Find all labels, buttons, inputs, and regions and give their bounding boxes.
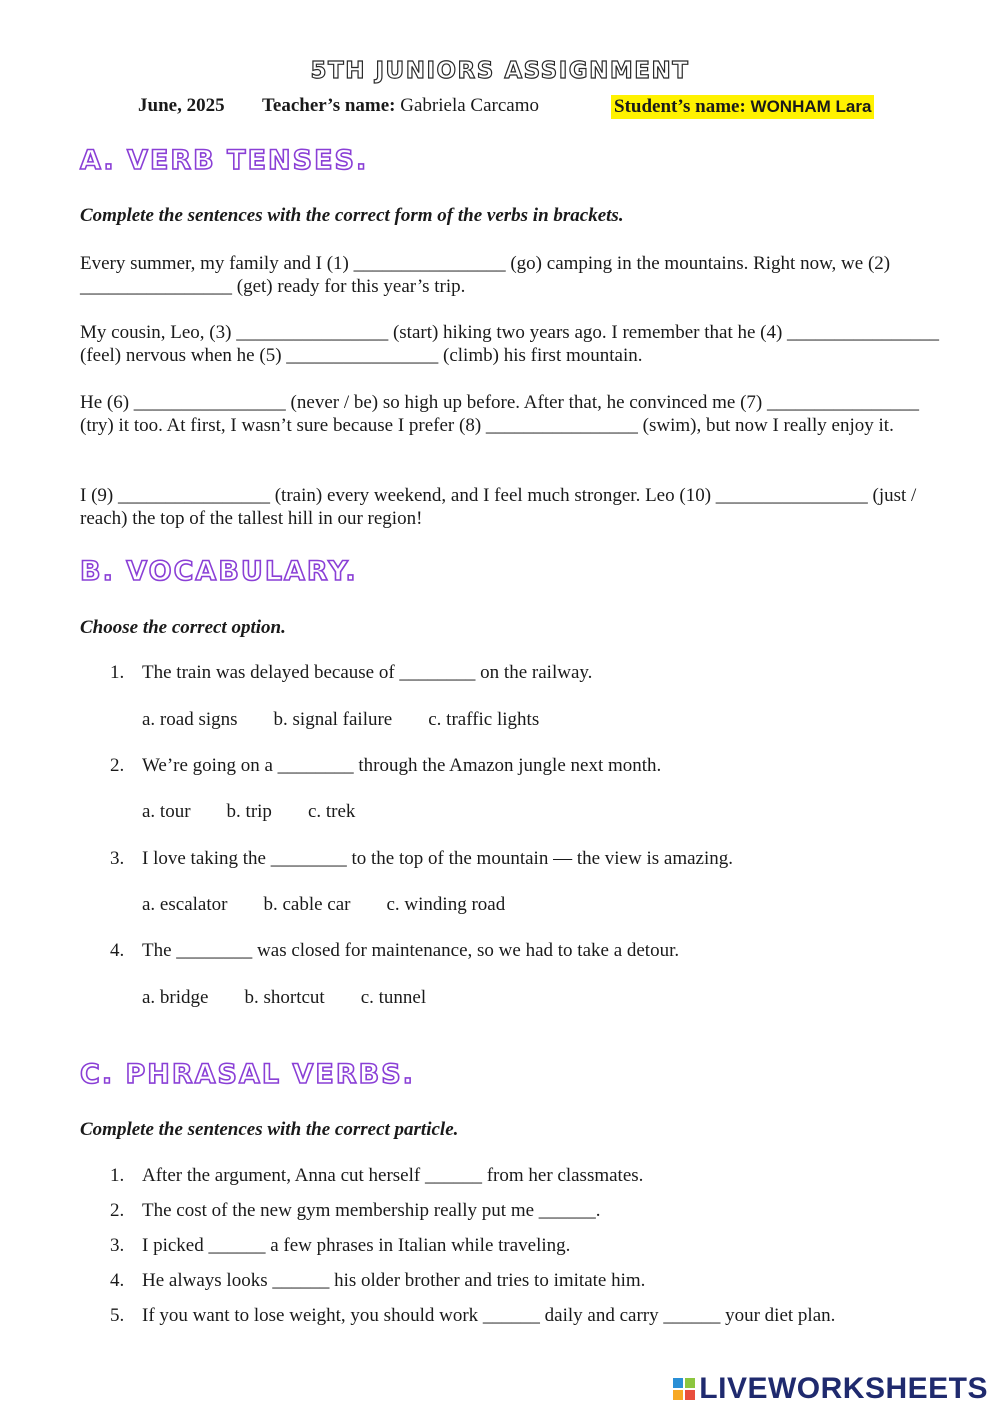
section-c-heading: C. PHRASAL VERBS. bbox=[80, 1059, 415, 1090]
section-b-instruction: Choose the correct option. bbox=[80, 617, 286, 638]
option[interactable]: c. trek bbox=[307, 801, 356, 822]
section-c-instruction: Complete the sentences with the correct particle. bbox=[80, 1119, 459, 1140]
teacher-name: Gabriela Carcamo bbox=[400, 95, 539, 116]
logo-square bbox=[685, 1378, 695, 1388]
question-number: 4. bbox=[110, 940, 125, 961]
item-number: 2. bbox=[110, 1200, 125, 1221]
vocab-options bbox=[142, 709, 575, 731]
question-number: 1. bbox=[110, 662, 125, 683]
question-text: The train was delayed because of ________ on the railway. bbox=[142, 662, 593, 683]
student-info bbox=[611, 95, 874, 119]
teacher-info bbox=[262, 95, 539, 117]
student-label: Student’s name: bbox=[614, 96, 746, 117]
section-a-paragraph-1: Every summer, my family and I (1) ________________ (go) camping in the mountains. Right now, we (2) ________________ (get) ready for this year’s trip. bbox=[80, 253, 891, 297]
date: June, 2025 bbox=[138, 95, 225, 116]
vocab-question bbox=[110, 755, 661, 777]
item-text: The cost of the new gym membership really put me ______. bbox=[142, 1200, 601, 1221]
page-title: 5TH JUNIORS ASSIGNMENT bbox=[310, 58, 690, 84]
option[interactable]: b. cable car bbox=[263, 894, 351, 915]
vocab-options bbox=[142, 894, 541, 916]
option[interactable]: b. shortcut bbox=[244, 987, 325, 1008]
section-a-instruction: Complete the sentences with the correct form of the verbs in brackets. bbox=[80, 205, 624, 226]
phrasal-item bbox=[110, 1165, 643, 1187]
section-a-paragraph-3: He (6) ________________ (never / be) so high up before. After that, he convinced me (7) ________________ (try) it too. At first, I wasn’t sure because I prefer (8) ________________ (swim), but now I really enjoy it. bbox=[80, 392, 919, 436]
item-number: 1. bbox=[110, 1165, 125, 1186]
item-number: 4. bbox=[110, 1270, 125, 1291]
item-text: He always looks ______ his older brother and tries to imitate him. bbox=[142, 1270, 646, 1291]
section-a-paragraph-2: My cousin, Leo, (3) ________________ (start) hiking two years ago. I remember that he (4) ________________ (feel) nervous when he (5) ________________ (climb) his first mountain. bbox=[80, 322, 940, 366]
vocab-options bbox=[142, 987, 462, 1009]
option[interactable]: a. road signs bbox=[142, 709, 238, 730]
option[interactable]: a. bridge bbox=[142, 987, 209, 1008]
question-text: We’re going on a ________ through the Amazon jungle next month. bbox=[142, 755, 662, 776]
phrasal-item bbox=[110, 1200, 601, 1222]
teacher-label: Teacher’s name: bbox=[262, 95, 396, 116]
phrasal-item bbox=[110, 1305, 835, 1327]
item-number: 3. bbox=[110, 1235, 125, 1256]
vocab-options bbox=[142, 801, 391, 823]
logo-square bbox=[685, 1390, 695, 1400]
section-b-heading: B. VOCABULARY. bbox=[80, 556, 358, 587]
section-a-heading: A. VERB TENSES. bbox=[80, 145, 369, 176]
option[interactable]: c. winding road bbox=[386, 894, 506, 915]
question-number: 2. bbox=[110, 755, 125, 776]
option[interactable]: a. tour bbox=[142, 801, 191, 822]
option[interactable]: c. traffic lights bbox=[428, 709, 540, 730]
vocab-question bbox=[110, 848, 733, 870]
item-text: After the argument, Anna cut herself ______ from her classmates. bbox=[142, 1165, 644, 1186]
phrasal-item bbox=[110, 1270, 645, 1292]
option[interactable]: b. signal failure bbox=[273, 709, 393, 730]
logo-square bbox=[673, 1390, 683, 1400]
vocab-question bbox=[110, 940, 679, 962]
option[interactable]: b. trip bbox=[226, 801, 272, 822]
logo-text: LIVEWORKSHEETS bbox=[699, 1372, 988, 1405]
question-number: 3. bbox=[110, 848, 125, 869]
section-a-paragraph-4: I (9) ________________ (train) every weekend, and I feel much stronger. Leo (10) ________________ (just / reach) the top of the tallest hill in our region! bbox=[80, 485, 917, 529]
option[interactable]: c. tunnel bbox=[360, 987, 427, 1008]
item-text: If you want to lose weight, you should work ______ daily and carry ______ your diet plan. bbox=[142, 1305, 836, 1326]
logo-square bbox=[673, 1378, 683, 1388]
item-text: I picked ______ a few phrases in Italian while traveling. bbox=[142, 1235, 571, 1256]
student-name: WONHAM Lara bbox=[750, 97, 872, 116]
item-number: 5. bbox=[110, 1305, 125, 1326]
question-text: I love taking the ________ to the top of the mountain — the view is amazing. bbox=[142, 848, 733, 869]
liveworksheets-logo[interactable] bbox=[673, 1372, 988, 1406]
vocab-question bbox=[110, 662, 592, 684]
question-text: The ________ was closed for maintenance, so we had to take a detour. bbox=[142, 940, 680, 961]
phrasal-item bbox=[110, 1235, 570, 1257]
header-info bbox=[0, 95, 1000, 121]
option[interactable]: a. escalator bbox=[142, 894, 228, 915]
logo-icon bbox=[673, 1378, 695, 1400]
